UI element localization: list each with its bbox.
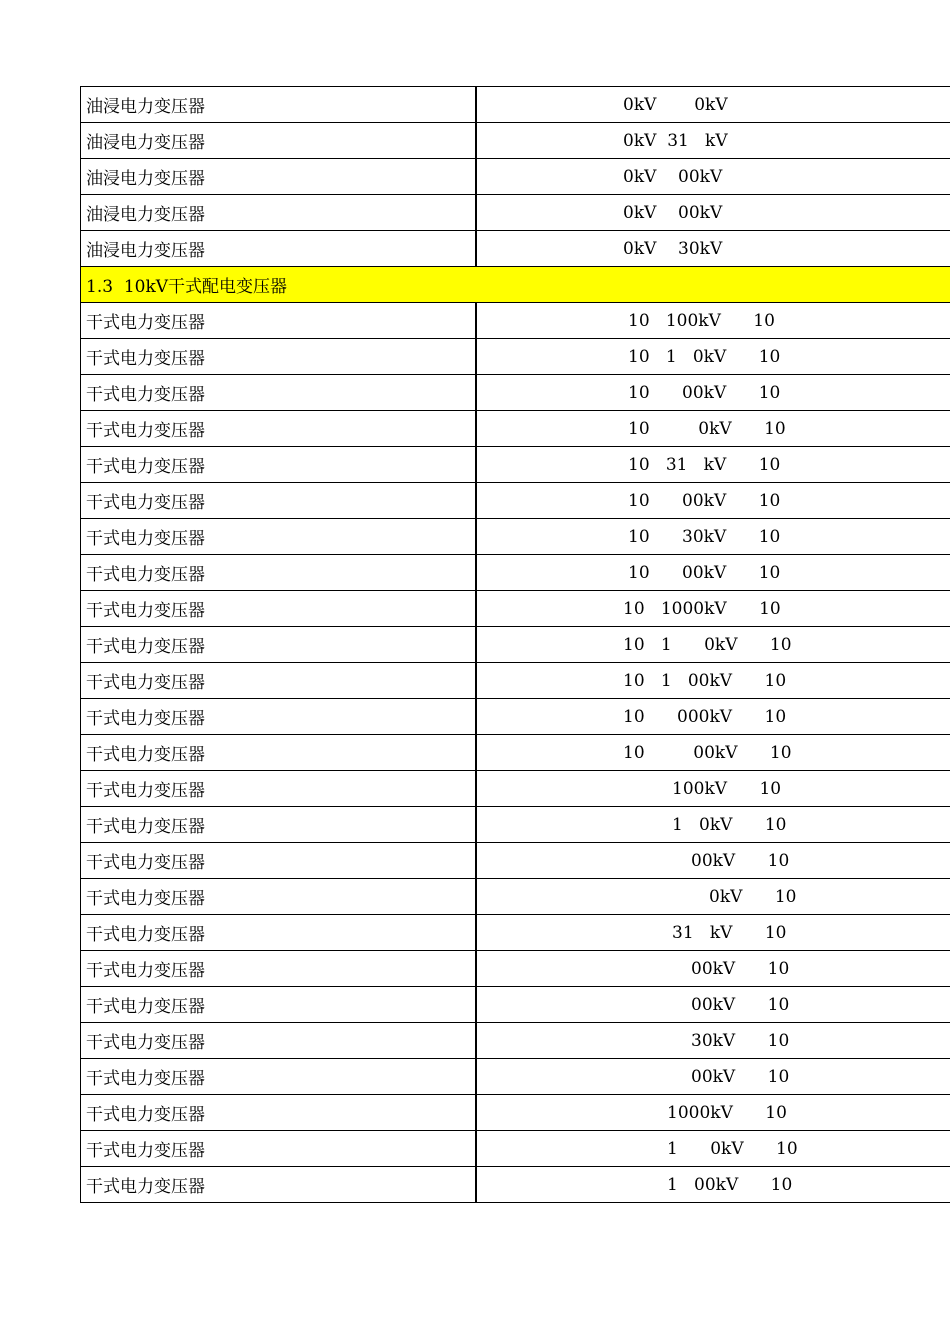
product-name-cell[interactable]: 干式电力变压器 — [81, 1167, 477, 1203]
table-row — [81, 555, 950, 591]
product-name-cell[interactable]: 干式电力变压器 — [81, 807, 477, 843]
product-name-cell[interactable]: 干式电力变压器 — [81, 303, 477, 339]
product-name-cell[interactable]: 干式电力变压器 — [81, 843, 477, 879]
spec-cell[interactable]: 0kV 10 — [476, 879, 950, 915]
product-name-cell[interactable]: 油浸电力变压器 — [81, 195, 477, 231]
product-name-cell[interactable]: 油浸电力变压器 — [81, 231, 477, 267]
table-row — [81, 483, 950, 519]
product-name-cell[interactable]: 干式电力变压器 — [81, 483, 477, 519]
product-name-cell[interactable]: 干式电力变压器 — [81, 519, 477, 555]
spec-cell[interactable]: 00kV 10 — [476, 951, 950, 987]
spec-cell[interactable]: 10 1 0kV 10 — [476, 339, 950, 375]
spec-cell[interactable]: 10 00kV 10 — [476, 483, 950, 519]
spec-cell[interactable]: 10 1 0kV 10 — [476, 627, 950, 663]
table-row — [81, 951, 950, 987]
table-row — [81, 987, 950, 1023]
table-row — [81, 699, 950, 735]
table-row — [81, 159, 950, 195]
table-row — [81, 807, 950, 843]
product-name-cell[interactable]: 干式电力变压器 — [81, 699, 477, 735]
table-row — [81, 879, 950, 915]
spec-cell[interactable]: 00kV 10 — [476, 843, 950, 879]
spec-cell[interactable]: 1 00kV 10 — [476, 1167, 950, 1203]
table-row — [81, 1023, 950, 1059]
section-row — [81, 267, 950, 303]
spec-cell[interactable]: 10 0kV 10 — [476, 411, 950, 447]
table-row — [81, 1131, 950, 1167]
product-name-cell[interactable]: 干式电力变压器 — [81, 987, 477, 1023]
table-row — [81, 411, 950, 447]
product-name-cell[interactable]: 干式电力变压器 — [81, 879, 477, 915]
product-name-cell[interactable]: 干式电力变压器 — [81, 771, 477, 807]
table-row — [81, 771, 950, 807]
spec-cell[interactable]: 0kV 30kV — [476, 231, 950, 267]
spec-cell[interactable]: 00kV 10 — [476, 987, 950, 1023]
spec-cell[interactable]: 10 1 00kV 10 — [476, 663, 950, 699]
spec-cell[interactable]: 100kV 10 — [476, 771, 950, 807]
product-name-cell[interactable]: 干式电力变压器 — [81, 375, 477, 411]
product-name-cell[interactable]: 干式电力变压器 — [81, 663, 477, 699]
product-name-cell[interactable]: 干式电力变压器 — [81, 735, 477, 771]
spec-cell[interactable]: 0kV 0kV — [476, 87, 950, 123]
table-row — [81, 231, 950, 267]
product-name-cell[interactable]: 油浸电力变压器 — [81, 123, 477, 159]
spec-cell[interactable]: 10 1000kV 10 — [476, 591, 950, 627]
product-name-cell[interactable]: 干式电力变压器 — [81, 591, 477, 627]
spec-cell[interactable]: 31 kV 10 — [476, 915, 950, 951]
spec-cell[interactable]: 1 0kV 10 — [476, 1131, 950, 1167]
table-row — [81, 915, 950, 951]
spec-cell[interactable]: 1000kV 10 — [476, 1095, 950, 1131]
table-row — [81, 843, 950, 879]
transformer-table — [80, 86, 950, 1203]
product-name-cell[interactable]: 干式电力变压器 — [81, 1095, 477, 1131]
table-body — [81, 87, 950, 1203]
table-row — [81, 1167, 950, 1203]
table-row — [81, 87, 950, 123]
table-row — [81, 195, 950, 231]
spec-cell[interactable]: 10 00kV 10 — [476, 375, 950, 411]
product-name-cell[interactable]: 油浸电力变压器 — [81, 87, 477, 123]
table-row — [81, 1095, 950, 1131]
product-name-cell[interactable]: 干式电力变压器 — [81, 555, 477, 591]
product-name-cell[interactable]: 干式电力变压器 — [81, 1023, 477, 1059]
spec-cell[interactable]: 00kV 10 — [476, 1059, 950, 1095]
spreadsheet — [80, 86, 832, 1203]
product-name-cell[interactable]: 油浸电力变压器 — [81, 159, 477, 195]
spec-cell[interactable]: 0kV 31 kV — [476, 123, 950, 159]
product-name-cell[interactable]: 干式电力变压器 — [81, 951, 477, 987]
table-row — [81, 1059, 950, 1095]
product-name-cell[interactable]: 干式电力变压器 — [81, 411, 477, 447]
spec-cell[interactable]: 10 100kV 10 — [476, 303, 950, 339]
table-row — [81, 447, 950, 483]
product-name-cell[interactable]: 干式电力变压器 — [81, 1059, 477, 1095]
spec-cell[interactable]: 10 00kV 10 — [476, 555, 950, 591]
spec-cell[interactable]: 10 00kV 10 — [476, 735, 950, 771]
spec-cell[interactable]: 1 0kV 10 — [476, 807, 950, 843]
table-row — [81, 339, 950, 375]
product-name-cell[interactable]: 干式电力变压器 — [81, 627, 477, 663]
spec-cell[interactable]: 10 30kV 10 — [476, 519, 950, 555]
product-name-cell[interactable]: 干式电力变压器 — [81, 447, 477, 483]
spec-cell[interactable]: 10 31 kV 10 — [476, 447, 950, 483]
table-row — [81, 519, 950, 555]
table-row — [81, 663, 950, 699]
spec-cell[interactable]: 0kV 00kV — [476, 195, 950, 231]
spec-cell[interactable]: 0kV 00kV — [476, 159, 950, 195]
product-name-cell[interactable]: 干式电力变压器 — [81, 1131, 477, 1167]
product-name-cell[interactable]: 干式电力变压器 — [81, 339, 477, 375]
section-heading[interactable]: 1.3 10kV干式配电变压器 — [81, 267, 950, 303]
table-row — [81, 735, 950, 771]
product-name-cell[interactable]: 干式电力变压器 — [81, 915, 477, 951]
table-row — [81, 591, 950, 627]
table-row — [81, 123, 950, 159]
spec-cell[interactable]: 10 000kV 10 — [476, 699, 950, 735]
table-row — [81, 627, 950, 663]
spec-cell[interactable]: 30kV 10 — [476, 1023, 950, 1059]
table-row — [81, 303, 950, 339]
table-row — [81, 375, 950, 411]
